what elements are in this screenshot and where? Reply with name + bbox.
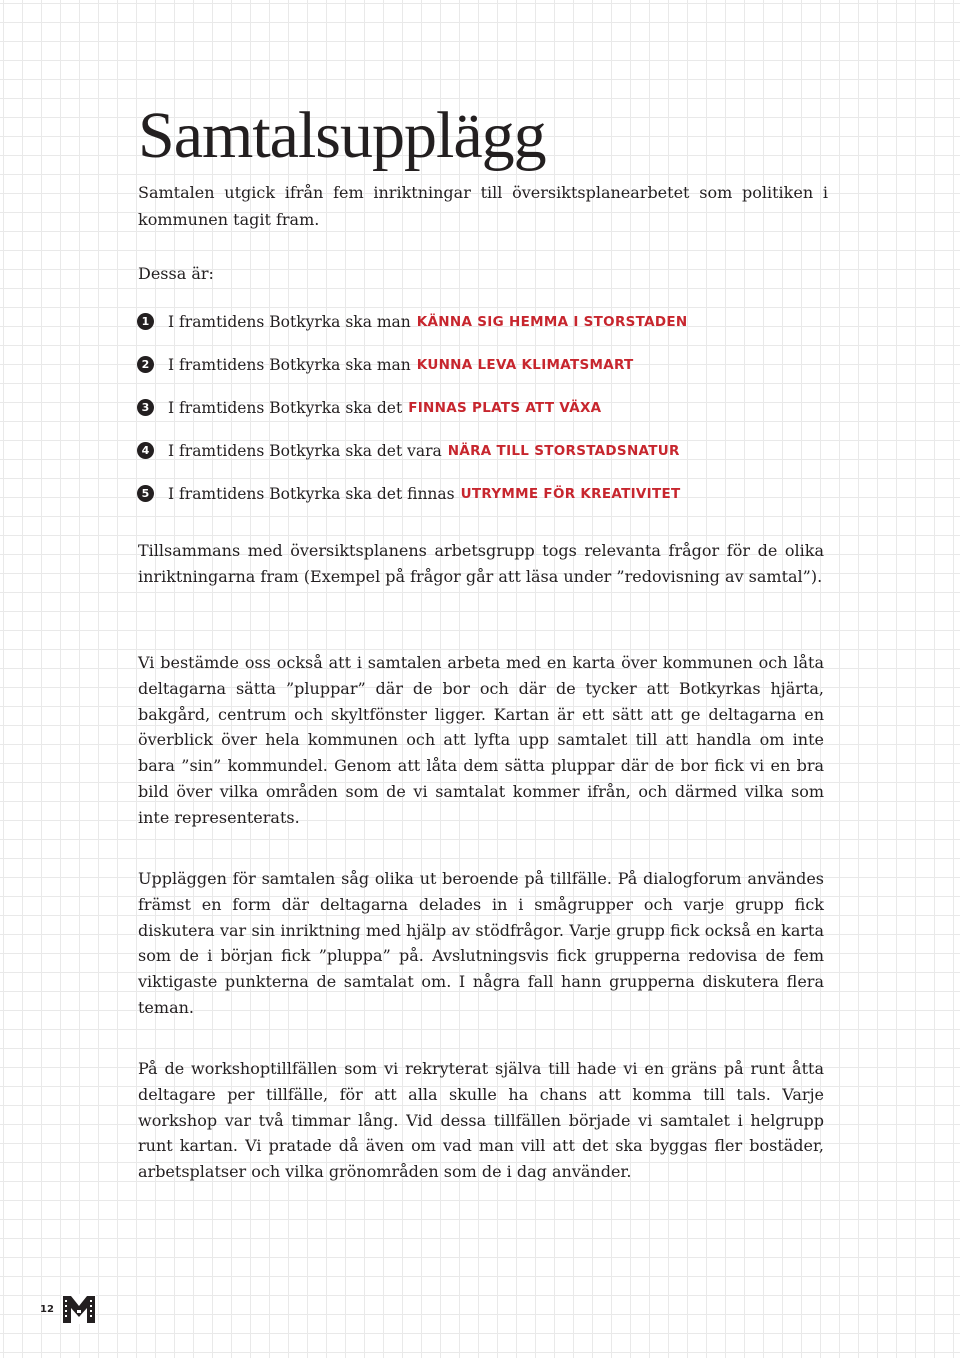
body-paragraph: Uppläggen för samtalen såg olika ut beroende på tillfälle. På dialogforum användes främst en form där deltagarna delades in i smågrupper och varje grupp fick diskutera var sin inriktning med hjälp av stödfrågor. Varje grupp fick också en karta som de i början fick ”pluppa” på. Avslutningsvis fick grupperna redovisa de fem viktigaste punkterna de samtalat om. I några fall hann grupperna diskutera flera teman. <box>138 869 824 1017</box>
item-text: I framtidens Botkyrka ska det vara <box>168 441 442 460</box>
item-text: I framtidens Botkyrka ska man <box>168 355 411 374</box>
body-paragraph: På de workshoptillfällen som vi rekryterat själva till hade vi en gräns på runt åtta deltagare per tillfälle, för att alla skulle ha chans att komma till tals. Varje workshop var två timmar lång. Vid dessa tillfällen började vi samtalet i helgrupp runt kartan. Vi pratade då även om vad man vill att det ska byggas fler bostäder, arbetsplatser och vilka grönområden som de i dag använder. <box>138 1059 824 1182</box>
list-item <box>137 343 688 386</box>
item-text: I framtidens Botkyrka ska det finnas <box>168 484 455 503</box>
number-badge-icon: 1 <box>137 313 154 330</box>
item-highlight: NÄRA TILL STORSTADSNATUR <box>447 442 680 459</box>
city-building-m-logo-icon <box>62 1294 96 1324</box>
number-badge-icon: 2 <box>137 356 154 373</box>
page-footer <box>40 1294 96 1324</box>
item-highlight: UTRYMME FÖR KREATIVITET <box>460 485 681 502</box>
item-text: I framtidens Botkyrka ska man <box>168 312 411 331</box>
intro-paragraph: Samtalen utgick ifrån fem inriktningar till översiktsplanearbetet som politiken i kommunen tagit fram. <box>138 183 828 229</box>
number-badge-icon: 4 <box>137 442 154 459</box>
focus-list <box>137 300 688 515</box>
list-item <box>137 300 688 343</box>
body-paragraph: Vi bestämde oss också att i samtalen arbeta med en karta över kommunen och låta deltagarna sätta ”pluppar” där de bor och där de tycker att Botkyrkas hjärta, bakgård, centrum och skyltfönster ligger. Kartan är ett sätt att ge deltagarna en överblick över hela kommunen och att lyfta upp samtalet till att handla om inte bara ”sin” kommundel. Genom att låta dem sätta pluppar där de bor fick vi en bra bild över vilka områden som de vi samtalat kommer ifrån, och därmed vilka som inte representerats. <box>138 653 824 827</box>
list-item <box>137 472 688 515</box>
item-highlight: FINNAS PLATS ATT VÄXA <box>408 399 602 416</box>
item-highlight: KÄNNA SIG HEMMA I STORSTADEN <box>416 313 688 330</box>
list-item <box>137 386 688 429</box>
item-highlight: KUNNA LEVA KLIMATSMART <box>416 356 634 373</box>
list-lead: Dessa är: <box>138 264 214 283</box>
page-number: 12 <box>40 1303 54 1315</box>
item-text: I framtidens Botkyrka ska det <box>168 398 403 417</box>
body-paragraph: Tillsammans med översiktsplanens arbetsgrupp togs relevanta frågor för de olika inriktningarna fram (Exempel på frågor går att läsa under ”redovisning av samtal”). <box>138 541 824 586</box>
list-item <box>137 429 688 472</box>
page-title: Samtalsupplägg <box>138 99 546 172</box>
number-badge-icon: 3 <box>137 399 154 416</box>
number-badge-icon: 5 <box>137 485 154 502</box>
